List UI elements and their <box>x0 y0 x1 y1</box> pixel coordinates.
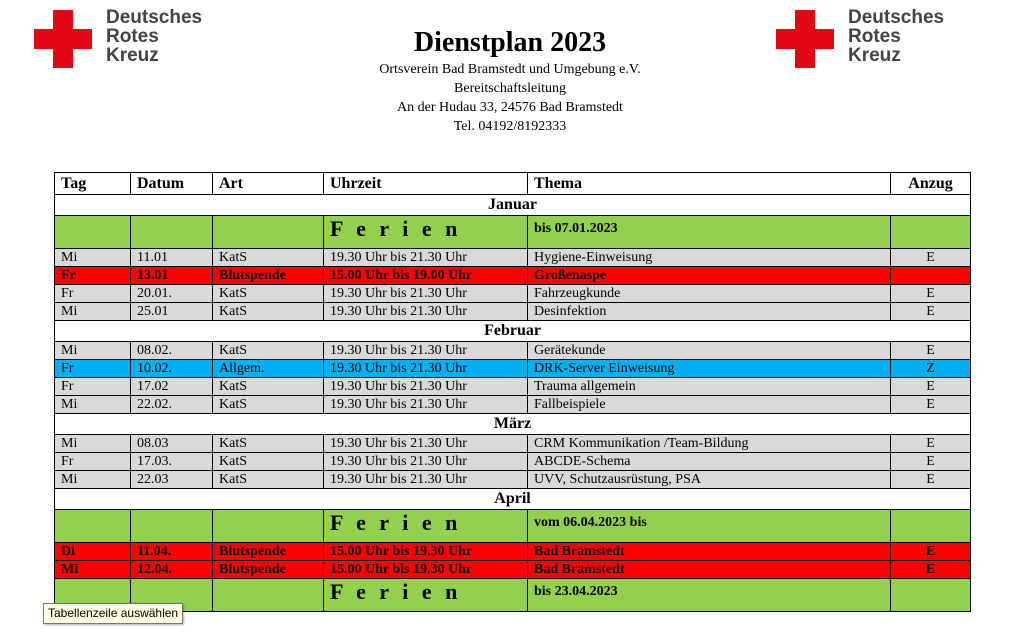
logo-line-1: Deutsches <box>848 7 945 28</box>
cell-datum[interactable]: 08.02. <box>131 342 213 360</box>
table-row[interactable] <box>55 285 971 303</box>
cell-thema[interactable]: Großenaspe <box>528 267 891 285</box>
table-cell[interactable] <box>213 579 324 612</box>
cell-anzug[interactable]: Z <box>891 360 971 378</box>
cell-uhrzeit[interactable]: 19.30 Uhr bis 21.30 Uhr <box>324 360 528 378</box>
cell-datum[interactable]: 25.01 <box>131 303 213 321</box>
holiday-row[interactable] <box>55 579 971 612</box>
drk-logo-left <box>34 8 202 68</box>
table-cell[interactable] <box>55 510 131 543</box>
header-line-1: Ortsverein Bad Bramstedt und Umgebung e.V. <box>379 62 641 77</box>
cell-art[interactable]: Allgem. <box>213 360 324 378</box>
cell-thema[interactable]: DRK-Server Einweisung <box>528 360 891 378</box>
cell-datum[interactable]: 11.01 <box>131 249 213 267</box>
month-label[interactable]: April <box>55 489 971 510</box>
table-cell[interactable] <box>891 510 971 543</box>
table-row[interactable] <box>55 471 971 489</box>
table-cell[interactable] <box>528 510 891 543</box>
cell-art[interactable]: KatS <box>213 396 324 414</box>
holiday-note: vom 06.04.2023 bis <box>534 515 647 530</box>
cell-tag[interactable]: Fr <box>55 378 131 396</box>
holiday-note: bis 23.04.2023 <box>534 584 618 599</box>
cell-uhrzeit[interactable]: 19.30 Uhr bis 21.30 Uhr <box>324 285 528 303</box>
cell-tag[interactable]: Di <box>55 543 131 561</box>
column-header-datum[interactable]: Datum <box>131 173 213 195</box>
cell-tag[interactable]: Fr <box>55 453 131 471</box>
cell-anzug[interactable]: E <box>891 342 971 360</box>
table-body[interactable] <box>55 195 971 612</box>
cell-uhrzeit[interactable]: 19.30 Uhr bis 21.30 Uhr <box>324 303 528 321</box>
table-row[interactable] <box>55 543 971 561</box>
cell-art[interactable]: Blutspende <box>213 267 324 285</box>
cell-datum[interactable]: 22.03 <box>131 471 213 489</box>
cell-uhrzeit[interactable]: 19.30 Uhr bis 21.30 Uhr <box>324 435 528 453</box>
cell-thema[interactable]: UVV, Schutzausrüstung, PSA <box>528 471 891 489</box>
cell-anzug[interactable]: E <box>891 543 971 561</box>
table-header-row[interactable] <box>55 173 971 195</box>
table-cell[interactable] <box>55 216 131 249</box>
cell-anzug[interactable]: E <box>891 396 971 414</box>
holiday-label: F e r i e n <box>330 510 462 535</box>
cell-datum[interactable]: 08.03 <box>131 435 213 453</box>
cell-uhrzeit[interactable]: 19.30 Uhr bis 21.30 Uhr <box>324 396 528 414</box>
cell-uhrzeit[interactable]: 15.00 Uhr bis 19.30 Uhr <box>324 561 528 579</box>
column-header-thema[interactable]: Thema <box>528 173 891 195</box>
cell-art[interactable]: Blutspende <box>213 561 324 579</box>
cell-datum[interactable]: 12.04. <box>131 561 213 579</box>
cell-art[interactable]: KatS <box>213 303 324 321</box>
month-row[interactable] <box>55 414 971 435</box>
cell-tag[interactable]: Mi <box>55 303 131 321</box>
cell-thema[interactable]: Gerätekunde <box>528 342 891 360</box>
logo-line-2: Rotes <box>848 26 901 47</box>
cell-tag[interactable]: Mi <box>55 471 131 489</box>
cell-tag[interactable]: Fr <box>55 285 131 303</box>
cell-thema[interactable]: Hygiene-Einweisung <box>528 249 891 267</box>
cell-thema[interactable]: ABCDE-Schema <box>528 453 891 471</box>
month-label[interactable]: Januar <box>55 195 971 216</box>
holiday-label: F e r i e n <box>330 579 462 604</box>
cell-uhrzeit[interactable]: 19.30 Uhr bis 21.30 Uhr <box>324 342 528 360</box>
logo-text <box>106 8 202 65</box>
table-cell[interactable] <box>213 510 324 543</box>
table-cell[interactable] <box>213 216 324 249</box>
table-cell[interactable] <box>131 510 213 543</box>
red-cross-icon <box>776 10 834 68</box>
table-cell[interactable] <box>528 579 891 612</box>
column-header-anzug[interactable]: Anzug <box>891 173 971 195</box>
cell-anzug[interactable] <box>891 267 971 285</box>
cell-datum[interactable]: 10.02. <box>131 360 213 378</box>
cell-tag[interactable]: Mi <box>55 342 131 360</box>
table-row[interactable] <box>55 249 971 267</box>
cell-thema[interactable]: Bad Bramstedt <box>528 561 891 579</box>
table-row[interactable] <box>55 360 971 378</box>
cell-anzug[interactable]: E <box>891 435 971 453</box>
cell-thema[interactable]: Desinfektion <box>528 303 891 321</box>
logo-line-3: Kreuz <box>848 45 901 66</box>
cell-tag[interactable]: Fr <box>55 267 131 285</box>
column-header-tag[interactable]: Tag <box>55 173 131 195</box>
table-cell[interactable] <box>891 216 971 249</box>
cell-uhrzeit[interactable]: 19.30 Uhr bis 21.30 Uhr <box>324 453 528 471</box>
cell-uhrzeit[interactable]: 15.00 Uhr bis 19.30 Uhr <box>324 543 528 561</box>
cell-uhrzeit[interactable]: 19.30 Uhr bis 21.30 Uhr <box>324 249 528 267</box>
logo-line-2: Rotes <box>106 26 159 47</box>
table-row[interactable] <box>55 267 971 285</box>
cell-thema[interactable]: Trauma allgemein <box>528 378 891 396</box>
cell-uhrzeit[interactable]: 19.30 Uhr bis 21.30 Uhr <box>324 378 528 396</box>
schedule-table[interactable] <box>54 172 971 612</box>
cell-tag[interactable]: Mi <box>55 396 131 414</box>
month-row[interactable] <box>55 489 971 510</box>
cell-art[interactable]: Blutspende <box>213 543 324 561</box>
header-line-2: Bereitschaftsleitung <box>454 81 566 96</box>
holiday-note: bis 07.01.2023 <box>534 221 618 236</box>
cell-tag[interactable]: Mi <box>55 561 131 579</box>
page-title: Dienstplan 2023 <box>413 27 607 58</box>
table-cell[interactable] <box>528 216 891 249</box>
cell-datum[interactable]: 22.02. <box>131 396 213 414</box>
holiday-row[interactable] <box>55 510 971 543</box>
cell-thema[interactable]: CRM Kommunikation /Team-Bildung <box>528 435 891 453</box>
cell-tag[interactable]: Mi <box>55 249 131 267</box>
logo-line-1: Deutsches <box>106 7 203 28</box>
holiday-row[interactable] <box>55 216 971 249</box>
cell-anzug[interactable]: E <box>891 303 971 321</box>
table-row[interactable] <box>55 561 971 579</box>
cell-anzug[interactable]: E <box>891 453 971 471</box>
column-header-art[interactable]: Art <box>213 173 324 195</box>
cell-thema[interactable]: Fahrzeugkunde <box>528 285 891 303</box>
cell-uhrzeit[interactable]: 19.30 Uhr bis 21.30 Uhr <box>324 471 528 489</box>
month-row[interactable] <box>55 195 971 216</box>
holiday-label: F e r i e n <box>330 216 462 241</box>
cell-tag[interactable]: Mi <box>55 435 131 453</box>
cell-art[interactable]: KatS <box>213 342 324 360</box>
document-header <box>250 26 770 136</box>
cell-anzug[interactable]: E <box>891 561 971 579</box>
header-line-4: Tel. 04192/8192333 <box>453 119 567 134</box>
cell-tag[interactable]: Fr <box>55 360 131 378</box>
table-row[interactable] <box>55 453 971 471</box>
red-cross-icon <box>34 10 92 68</box>
cell-uhrzeit[interactable]: 15.00 Uhr bis 19.00 Uhr <box>324 267 528 285</box>
table-cell[interactable] <box>891 579 971 612</box>
column-header-uhrzeit[interactable]: Uhrzeit <box>324 173 528 195</box>
logo-line-3: Kreuz <box>106 45 159 66</box>
table-cell[interactable] <box>324 510 528 543</box>
cell-anzug[interactable]: E <box>891 249 971 267</box>
cell-art[interactable]: KatS <box>213 249 324 267</box>
cell-datum[interactable]: 17.03. <box>131 453 213 471</box>
cell-thema[interactable]: Bad Bramstedt <box>528 543 891 561</box>
header-line-3: An der Hudau 33, 24576 Bad Bramstedt <box>397 100 623 115</box>
month-label[interactable]: Februar <box>55 321 971 342</box>
cell-datum[interactable]: 13.01 <box>131 267 213 285</box>
month-row[interactable] <box>55 321 971 342</box>
table-row[interactable] <box>55 303 971 321</box>
cell-datum[interactable]: 17.02 <box>131 378 213 396</box>
cell-anzug[interactable]: E <box>891 471 971 489</box>
table-row[interactable] <box>55 378 971 396</box>
table-cell[interactable] <box>324 216 528 249</box>
cell-art[interactable]: KatS <box>213 453 324 471</box>
table-row[interactable] <box>55 435 971 453</box>
cell-datum[interactable]: 20.01. <box>131 285 213 303</box>
cell-anzug[interactable]: E <box>891 378 971 396</box>
cell-art[interactable]: KatS <box>213 471 324 489</box>
cell-art[interactable]: KatS <box>213 285 324 303</box>
cell-anzug[interactable]: E <box>891 285 971 303</box>
table-row[interactable] <box>55 396 971 414</box>
cell-thema[interactable]: Fallbeispiele <box>528 396 891 414</box>
cell-art[interactable]: KatS <box>213 378 324 396</box>
table-cell[interactable] <box>131 216 213 249</box>
table-cell[interactable] <box>324 579 528 612</box>
cell-art[interactable]: KatS <box>213 435 324 453</box>
drk-logo-right <box>776 8 944 68</box>
cell-datum[interactable]: 11.04. <box>131 543 213 561</box>
logo-text <box>848 8 944 65</box>
table-row[interactable] <box>55 342 971 360</box>
month-label[interactable]: März <box>55 414 971 435</box>
tooltip: Tabellenzeile auswählen <box>43 603 183 624</box>
